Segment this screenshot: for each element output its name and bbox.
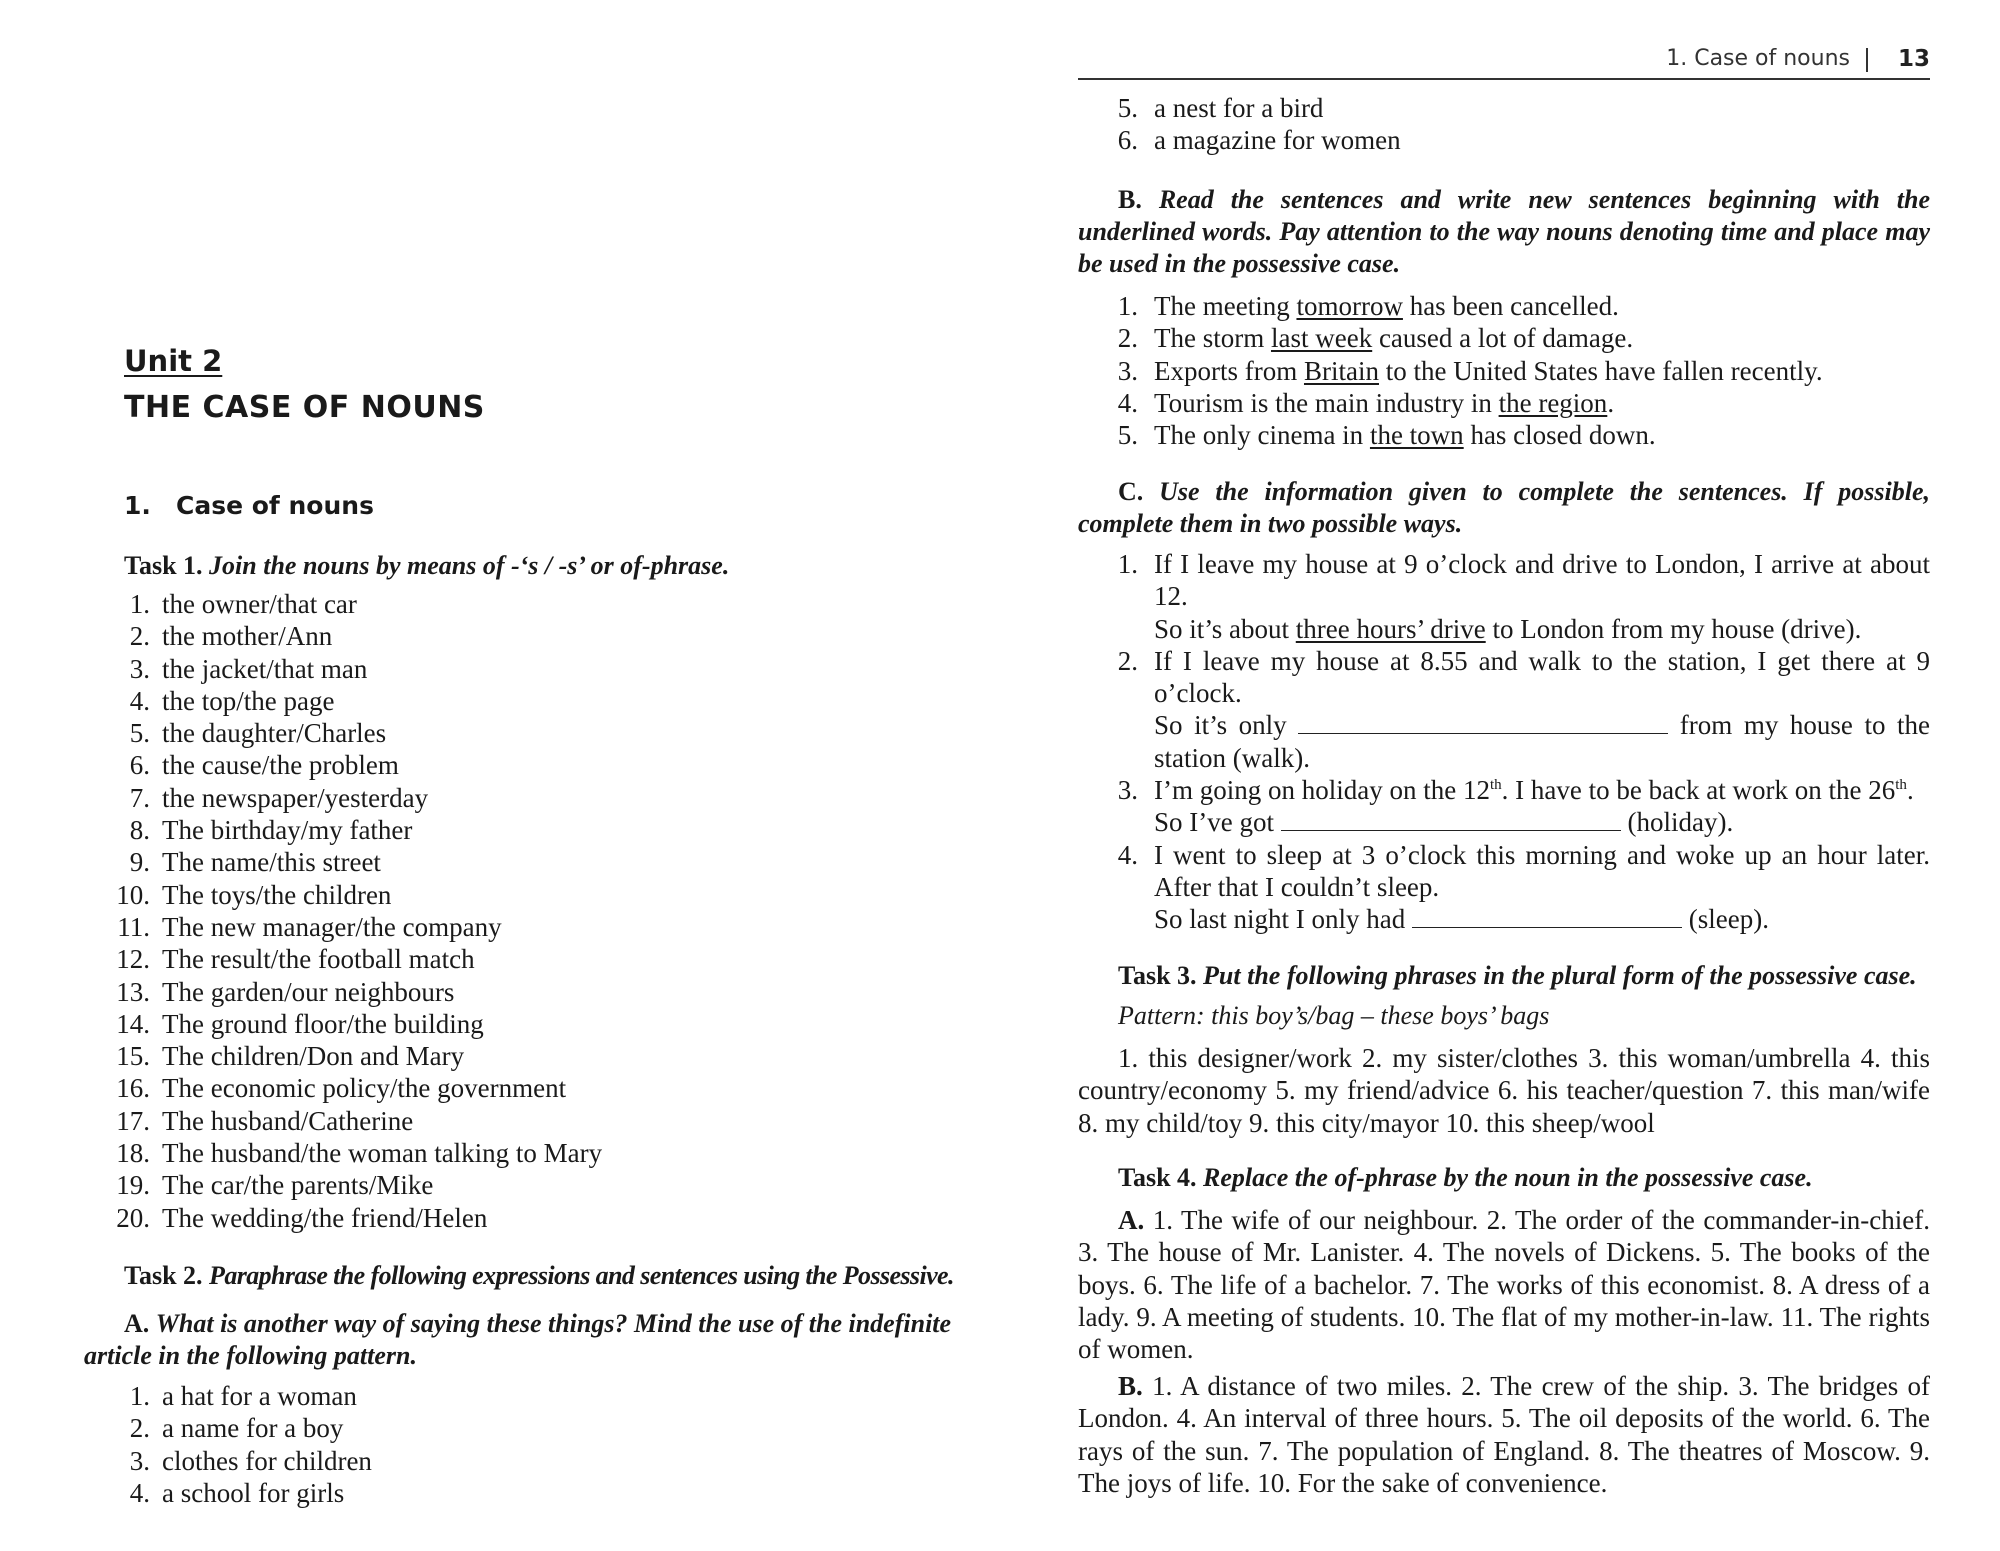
list-item	[1114, 387, 1924, 419]
item-text: a magazine for women	[1154, 125, 1401, 156]
item-number: 12.	[116, 944, 150, 975]
item-number: 4.	[1117, 839, 1138, 870]
answer-text: (sleep).	[1688, 904, 1769, 935]
item-text: The new manager/the company	[162, 911, 502, 942]
answer-text: (holiday).	[1627, 807, 1734, 838]
item-number: 1.	[1117, 291, 1138, 321]
item-text: Tourism is the main industry in	[1154, 387, 1499, 418]
list-item	[116, 620, 936, 652]
item-text: has been cancelled.	[1402, 291, 1619, 321]
item-text: a nest for a bird	[1154, 93, 1324, 123]
item-number: 13.	[116, 976, 150, 1007]
item-number: 1.	[129, 1381, 150, 1411]
task2c-instruction: Use the information given to complete the sentences. If possible, complete them in two possible ways.	[1078, 477, 1930, 538]
task3-instruction: Put the following phrases in the plural form of the possessive case.	[1203, 961, 1917, 990]
task2b-instruction-block	[1078, 184, 1930, 280]
list-item	[116, 1412, 936, 1444]
list-item	[116, 1008, 936, 1040]
item-number: 3.	[129, 1445, 150, 1476]
task2-instruction: Paraphrase the following expressions and sentences using the Possessive.	[209, 1261, 954, 1290]
item-number: 2.	[129, 621, 150, 652]
item-number: 3.	[129, 653, 150, 684]
underlined-word: tomorrow	[1296, 291, 1403, 321]
section-title: Case of nouns	[176, 491, 374, 520]
section-heading	[124, 491, 374, 520]
list-item	[116, 976, 936, 1008]
underlined-word: the town	[1369, 420, 1464, 451]
underlined-answer: three hours’ drive	[1295, 613, 1486, 644]
task4b-text: 1. A distance of two miles. 2. The crew of the ship. 3. The bridges of London. 4. An interval of three hours. 5. The oil deposits of the world. 6. The rays of the sun. 7. The population of England. 8. The theatres of Moscow. 9. The joys of life. 10. For the sake of convenience.	[1078, 1371, 1930, 1498]
list-item	[116, 1477, 936, 1509]
item-text: the top/the page	[162, 685, 335, 716]
item-number: 3.	[1117, 775, 1138, 806]
item-text: has closed down.	[1463, 420, 1656, 451]
item-text: the jacket/that man	[162, 653, 368, 684]
list-item	[116, 782, 936, 814]
item-text: The husband/the woman talking to Mary	[162, 1138, 603, 1169]
task4b-paragraph	[1078, 1370, 1930, 1499]
item-number: 10.	[116, 879, 150, 910]
task1-heading	[124, 550, 729, 582]
list-item	[1114, 290, 1924, 322]
answer-blank[interactable]	[1412, 905, 1682, 928]
item-text: The husband/Catherine	[162, 1105, 414, 1136]
right-page	[1078, 0, 1930, 1551]
item-number: 5.	[129, 718, 150, 749]
task2-heading	[124, 1260, 954, 1292]
item-number: 14.	[116, 1008, 150, 1039]
item-number: 20.	[116, 1202, 150, 1233]
item-number: 5.	[1117, 93, 1138, 123]
item-text: the cause/the problem	[162, 750, 399, 781]
underlined-word: the region	[1498, 387, 1608, 418]
task2c-list	[1114, 548, 1930, 936]
superscript: th	[1489, 777, 1502, 794]
list-item	[1114, 322, 1924, 354]
left-page	[84, 0, 964, 1551]
list-item	[116, 717, 936, 749]
item-number: 1.	[129, 589, 150, 619]
task4a-text: 1. The wife of our neighbour. 2. The order of the commander-in-chief. 3. The house of Mr. Lanister. 4. The novels of Dickens. 5. The books of the boys. 6. The life of a bachelor. 7. The works of this economist. 8. A dress of a lady. 9. A meeting of students. 10. The flat of my mother-in-law. 11. The rights of women.	[1078, 1205, 1931, 1365]
task3-heading	[1078, 960, 1930, 992]
task2a-list	[116, 1380, 936, 1509]
list-item	[116, 1040, 936, 1072]
item-number: 17.	[116, 1105, 150, 1136]
answer-blank[interactable]	[1298, 711, 1668, 734]
item-text: The storm	[1154, 323, 1271, 354]
answer-line	[1154, 709, 1930, 774]
list-item	[116, 1380, 936, 1412]
list-item	[116, 814, 936, 846]
unit-label: Unit 2	[124, 344, 223, 378]
task4b-letter: B.	[1118, 1371, 1143, 1401]
task2-label: Task 2.	[124, 1261, 203, 1290]
task2a-ordered-list-continued	[1114, 92, 1924, 157]
answer-text: So I’ve got	[1154, 807, 1274, 838]
list-item	[116, 588, 936, 620]
answer-text: to London from my house (drive).	[1485, 613, 1862, 644]
item-number: 4.	[129, 1477, 150, 1508]
underlined-word: Britain	[1303, 355, 1379, 386]
answer-text: from my house to the station (walk).	[1154, 710, 1930, 773]
item-text: Exports from	[1154, 355, 1304, 386]
list-item	[1114, 774, 1930, 839]
answer-text: So last night I only had	[1154, 904, 1406, 935]
item-number: 2.	[1117, 645, 1138, 676]
list-item	[116, 1445, 936, 1477]
item-text: a hat for a woman	[162, 1381, 357, 1411]
item-text: The economic policy/the government	[162, 1073, 567, 1104]
answer-line	[1154, 903, 1930, 935]
item-text: The result/the football match	[162, 944, 475, 975]
list-item	[1114, 124, 1924, 156]
list-item	[116, 1105, 936, 1137]
task4-instruction: Replace the of-phrase by the noun in the possessive case.	[1203, 1163, 1813, 1192]
item-number: 6.	[1117, 125, 1138, 156]
page-number: 13	[1897, 46, 1930, 72]
item-text: If I leave my house at 9 o’clock and drive to London, I arrive at about 12.	[1154, 549, 1930, 612]
item-text: The toys/the children	[162, 879, 392, 910]
header-separator	[1866, 48, 1868, 72]
task2a-list-continued	[1114, 92, 1924, 157]
item-number: 9.	[129, 847, 150, 878]
item-text-part: . I have to be back at work on the 26	[1501, 775, 1896, 806]
answer-line	[1154, 806, 1930, 838]
list-item	[116, 1202, 936, 1234]
item-number: 11.	[117, 911, 150, 942]
item-number: 4.	[129, 685, 150, 716]
item-text: The birthday/my father	[162, 815, 413, 846]
item-number: 8.	[129, 815, 150, 846]
section-number: 1.	[124, 491, 151, 520]
item-text: caused a lot of damage.	[1372, 323, 1634, 354]
item-text: The car/the parents/Mike	[162, 1170, 434, 1201]
item-number: 15.	[116, 1041, 150, 1072]
list-item	[1114, 548, 1930, 645]
task1-label: Task 1.	[124, 551, 203, 580]
task2b-letter: B.	[1118, 185, 1142, 214]
task4a-letter: A.	[1118, 1205, 1145, 1235]
task3-pattern: Pattern: this boy’s/bag – these boys’ bags	[1118, 1001, 1550, 1030]
item-number: 2.	[129, 1413, 150, 1444]
unit-title: THE CASE OF NOUNS	[124, 390, 485, 425]
item-text: to the United States have fallen recently.	[1378, 355, 1823, 386]
item-number: 19.	[116, 1170, 150, 1201]
list-item	[116, 846, 936, 878]
task3-label: Task 3.	[1118, 961, 1197, 990]
item-text: The garden/our neighbours	[162, 976, 455, 1007]
item-text: If I leave my house at 8.55 and walk to the station, I get there at 9 o’clock.	[1154, 645, 1930, 709]
item-number: 6.	[129, 750, 150, 781]
item-text: the owner/that car	[162, 589, 357, 619]
item-number: 16.	[116, 1073, 150, 1104]
list-item	[116, 911, 936, 943]
item-text: The wedding/the friend/Helen	[162, 1202, 488, 1233]
item-number: 18.	[116, 1138, 150, 1169]
task2c-letter: C.	[1118, 477, 1144, 506]
list-item	[1114, 355, 1924, 387]
list-item	[116, 685, 936, 717]
list-item	[116, 653, 936, 685]
item-text: .	[1607, 387, 1615, 418]
task1-list	[116, 588, 936, 1234]
item-number: 7.	[129, 782, 150, 813]
item-text: the mother/Ann	[162, 621, 333, 652]
list-item	[116, 879, 936, 911]
item-text-part: .	[1906, 775, 1914, 806]
running-title: 1. Case of nouns	[1666, 46, 1850, 71]
item-number: 5.	[1117, 420, 1138, 451]
task4-heading	[1078, 1162, 1930, 1194]
task3-body: 1. this designer/work 2. my sister/clothes 3. this woman/umbrella 4. this country/economy 5. my friend/advice 6. his teacher/question 7. this man/wife 8. my child/toy 9. this city/mayor 10. this sheep/wool	[1078, 1043, 1930, 1138]
task2b-instruction: Read the sentences and write new sentences beginning with the underlined words. Pay attention to the way nouns denoting time and place may be used in the possessive case.	[1078, 185, 1931, 278]
task2a-instruction: What is another way of saying these things? Mind the use of the indefinite article in the following pattern.	[84, 1309, 952, 1370]
task4-label: Task 4.	[1118, 1163, 1197, 1192]
item-text: a school for girls	[162, 1477, 345, 1508]
item-text: The children/Don and Mary	[162, 1041, 465, 1072]
task1-instruction: Join the nouns by means of -‘s / -s’ or of-phrase.	[209, 551, 730, 580]
task2b-list	[1114, 290, 1924, 451]
item-text: The only cinema in	[1154, 420, 1370, 451]
item-text	[1154, 774, 1930, 806]
item-number: 2.	[1117, 323, 1138, 354]
list-item	[1114, 419, 1924, 451]
list-item	[1114, 92, 1924, 124]
task2c-instruction-block	[1078, 476, 1930, 540]
item-text: The name/this street	[162, 847, 381, 878]
item-text: the newspaper/yesterday	[162, 782, 429, 813]
running-header	[1078, 44, 1930, 80]
item-text: a name for a boy	[162, 1413, 344, 1444]
answer-text: So it’s about	[1154, 613, 1296, 644]
task1-ordered-list	[116, 588, 936, 1234]
list-item	[116, 1072, 936, 1104]
item-text: The meeting	[1154, 291, 1297, 321]
list-item	[116, 1169, 936, 1201]
task2a-ordered-list	[116, 1380, 936, 1509]
task2c-ordered-list	[1114, 548, 1930, 936]
task2a-instruction-block	[84, 1308, 964, 1372]
item-text-part: I’m going on holiday on the 12	[1154, 775, 1490, 806]
item-text: the daughter/Charles	[162, 718, 387, 749]
item-text: I went to sleep at 3 o’clock this morning and woke up an hour later. After that I couldn’t sleep.	[1154, 839, 1930, 902]
list-item	[116, 1137, 936, 1169]
task2b-ordered-list	[1114, 290, 1924, 451]
list-item	[1114, 645, 1930, 774]
list-item	[116, 943, 936, 975]
list-item	[116, 749, 936, 781]
superscript: th	[1895, 777, 1907, 794]
task4a-paragraph	[1078, 1204, 1930, 1365]
list-item	[1114, 839, 1930, 936]
item-text: clothes for children	[162, 1445, 372, 1476]
answer-blank[interactable]	[1281, 808, 1621, 831]
item-text: The ground floor/the building	[162, 1008, 484, 1039]
underlined-word: last week	[1270, 323, 1373, 354]
answer-line	[1154, 613, 1930, 645]
item-number: 4.	[1117, 387, 1138, 418]
item-number: 3.	[1117, 355, 1138, 386]
item-number: 1.	[1117, 549, 1138, 579]
task2a-letter: A.	[124, 1309, 150, 1338]
answer-text: So it’s only	[1154, 710, 1287, 741]
